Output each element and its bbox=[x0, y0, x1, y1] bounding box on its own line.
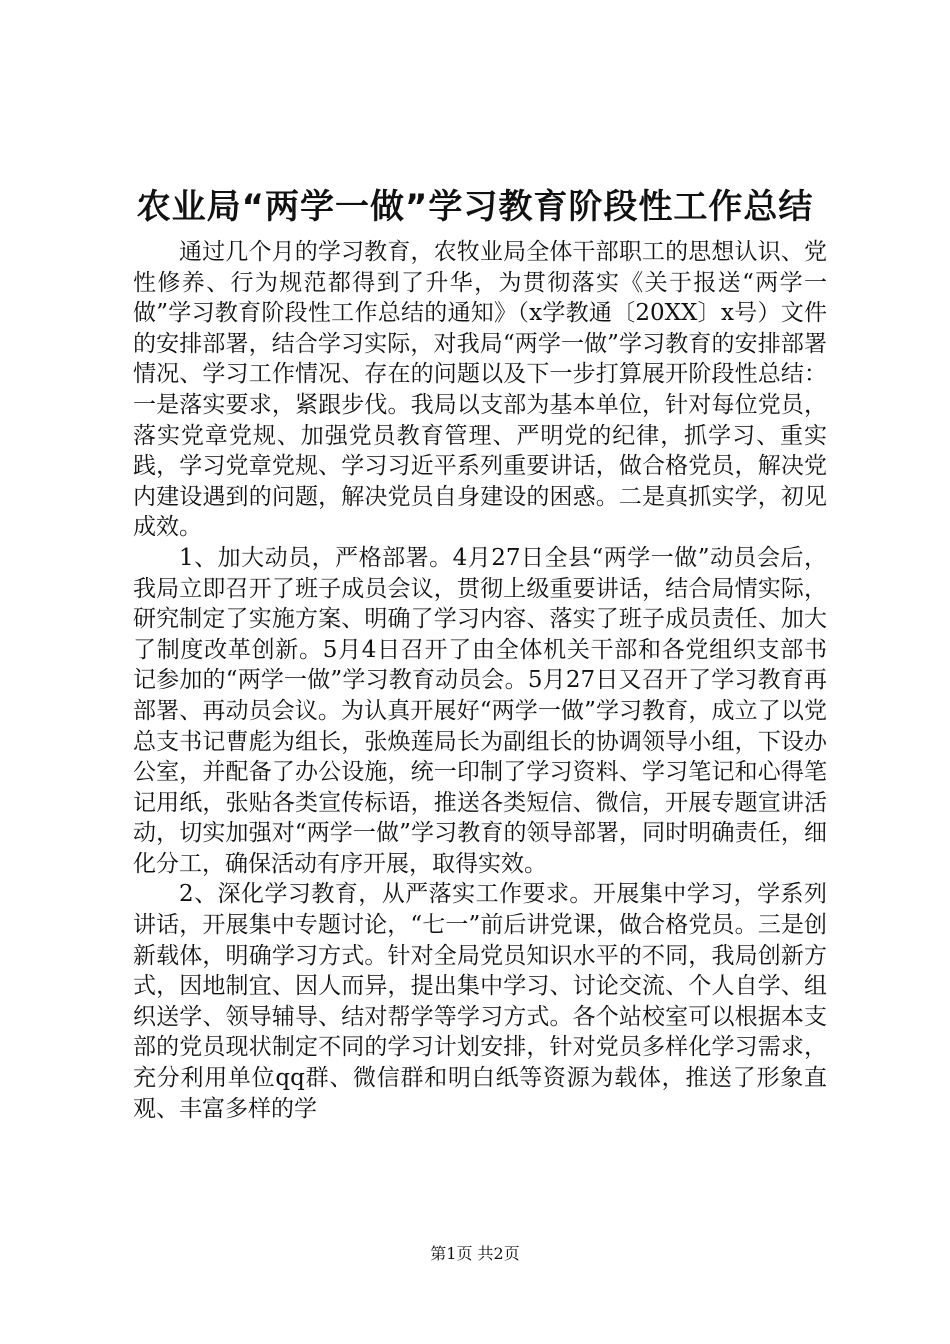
document-body bbox=[133, 237, 827, 1124]
paragraph-mobilization: 1、加大动员，严格部署。4月27日全县“两学一做”动员会后，我局立即召开了班子成员会议，贯彻上级重要讲话，结合局情实际，研究制定了实施方案、明确了学习内容、落实了班子成员责任、加大了制度改革创新。5月4日召开了由全体机关干部和各党组织支部书记参加的“两学一做”学习教育动员会。5月27日又召开了学习教育再部署、再动员会议。为认真开展好“两学一做”学习教育，成立了以党总支书记曹彪为组长，张焕莲局长为副组长的协调领导小组，下设办公室，并配备了办公设施，统一印制了学习资料、学习笔记和心得笔记用纸，张贴各类宣传标语，推送各类短信、微信，开展专题宣讲活动，切实加强对“两学一做”学习教育的领导部署，同时明确责任，细化分工，确保活动有序开展，取得实效。 bbox=[133, 544, 827, 877]
paragraph-intro: 通过几个月的学习教育，农牧业局全体干部职工的思想认识、党性修养、行为规范都得到了升华，为贯彻落实《关于报送“两学一做”学习教育阶段性工作总结的通知》（x学教通〔20XX〕x号）文件的安排部署，结合学习实际，对我局“两学一做”学习教育的安排部署情况、学习工作情况、存在的问题以及下一步打算展开阶段性总结：一是落实要求，紧跟步伐。我局以支部为基本单位，针对每位党员，落实党章党规、加强党员教育管理、严明党的纪律，抓学习、重实践，学习党章党规、学习习近平系列重要讲话，做合格党员，解决党内建设遇到的问题，解决党员自身建设的困惑。二是真抓实学，初见成效。 bbox=[133, 239, 827, 541]
document-title: 农业局“两学一做”学习教育阶段性工作总结 bbox=[136, 187, 814, 227]
paragraph-study-education: 2、深化学习教育，从严落实工作要求。开展集中学习，学系列讲话，开展集中专题讨论，“七一”前后讲党课，做合格党员。三是创新载体，明确学习方式。针对全局党员知识水平的不同，我局创新方式，因地制宜、因人而异，提出集中学习、讨论交流、个人自学、组织送学、领导辅导、结对帮学等学习方式。各个站校室可以根据本支部的党员现状制定不同的学习计划安排，针对党员多样化学习需求，充分利用单位qq群、微信群和明白纸等资源为载体，推送了形象直观、丰富多样的学 bbox=[133, 881, 827, 1122]
page-number-footer: 第1页 共2页 bbox=[430, 1244, 520, 1263]
